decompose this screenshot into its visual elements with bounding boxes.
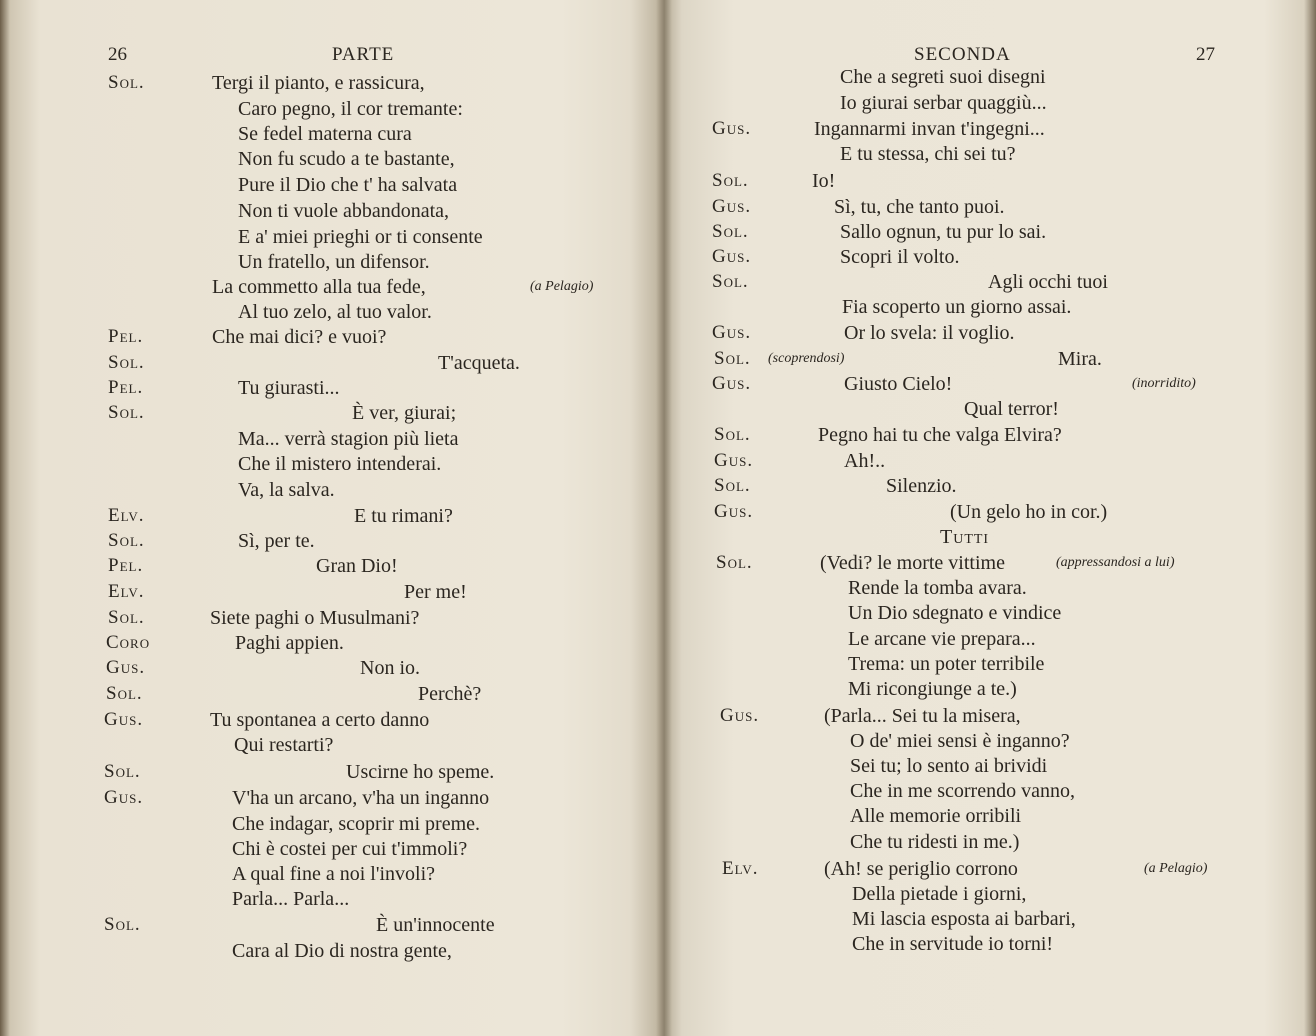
verse-text: E tu stessa, chi sei tu?: [840, 143, 1016, 165]
verse-text: Chi è costei per cui t'immoli?: [232, 838, 468, 860]
speaker-label: Sol.: [104, 914, 141, 935]
verse-line: [0, 198, 664, 224]
verse-line: [664, 244, 1316, 270]
verse-text: Trema: un poter terribile: [848, 653, 1045, 675]
verse-text: Che tu ridesti in me.): [850, 831, 1020, 853]
verse-text: Della pietade i giorni,: [852, 883, 1027, 905]
speaker-label: Gus.: [106, 657, 146, 678]
verse-line: [0, 811, 664, 837]
verse-text: Io!: [812, 170, 836, 192]
verse-line: [0, 681, 664, 707]
verse-line: [664, 524, 1316, 550]
verse-text: Non fu scudo a te bastante,: [238, 148, 455, 170]
verse-line: [664, 294, 1316, 320]
verse-line: [664, 422, 1316, 448]
speaker-label: Sol.: [108, 352, 145, 373]
verse-text: Al tuo zelo, al tuo valor.: [238, 301, 432, 323]
speaker-label: Pel.: [108, 377, 144, 398]
verse-line: [664, 906, 1316, 932]
verse-text: (Vedi? le morte vittime: [820, 552, 1005, 574]
verse-text: Mi lascia esposta ai barbari,: [852, 908, 1076, 930]
verse-line: [664, 141, 1316, 167]
speaker-label: Sol.: [712, 221, 749, 242]
verse-line: [0, 96, 664, 122]
verse-text: Silenzio.: [886, 475, 957, 497]
verse-text: Paghi appien.: [235, 632, 344, 654]
stage-direction: (inorridito): [1132, 376, 1196, 391]
speaker-label: Sol.: [716, 552, 753, 573]
verse-text: Giusto Cielo!: [844, 373, 953, 395]
verse-text: Siete paghi o Musulmani?: [210, 607, 420, 629]
verse-text: Sì, per te.: [238, 530, 315, 552]
verse-text: Che indagar, scoprir mi preme.: [232, 813, 481, 835]
verse-text: È un'innocente: [376, 914, 495, 936]
verse-line: [664, 803, 1316, 829]
verse-text: Mira.: [1058, 348, 1102, 370]
verse-line: [0, 299, 664, 325]
verse-line: [0, 579, 664, 605]
verse-line: [664, 396, 1316, 422]
speaker-label: Sol.: [712, 170, 749, 191]
verse-line: [0, 732, 664, 758]
verse-text: Io giurai serbar quaggiù...: [840, 92, 1047, 114]
verse-line: [0, 426, 664, 452]
verse-text: Tergi il pianto, e rassicura,: [212, 72, 425, 94]
speaker-label: Sol.: [108, 530, 145, 551]
verse-text: Che a segreti suoi disegni: [840, 66, 1046, 88]
verse-text: Perchè?: [418, 683, 482, 705]
verse-text: Ingannarmi invan t'ingegni...: [814, 118, 1045, 140]
verse-text: Un Dio sdegnato e vindice: [848, 602, 1062, 624]
speaker-label: Gus.: [714, 501, 754, 522]
verse-line: [0, 70, 664, 96]
verse-line: [0, 655, 664, 681]
speaker-label: Sol.: [108, 607, 145, 628]
verse-line: [664, 116, 1316, 142]
verse-line: [664, 575, 1316, 601]
verse-text: Scopri il volto.: [840, 246, 960, 268]
verse-line: [664, 90, 1316, 116]
verse-text: Tu giurasti...: [238, 377, 340, 399]
verse-text: Pegno hai tu che valga Elvira?: [818, 424, 1062, 446]
verse-line: [664, 626, 1316, 652]
speaker-label: Sol.: [108, 72, 145, 93]
verse-line: [664, 856, 1316, 882]
verse-text: O de' miei sensi è inganno?: [850, 730, 1070, 752]
verse-text: T'acqueta.: [438, 352, 520, 374]
verse-line: [0, 553, 664, 579]
verse-text: A qual fine a noi l'involi?: [232, 863, 436, 885]
verse-line: [0, 274, 664, 300]
speaker-label: Gus.: [714, 450, 754, 471]
verse-text: Un fratello, un difensor.: [238, 251, 430, 273]
verse-line: [0, 785, 664, 811]
running-header: PARTE: [332, 44, 395, 65]
verse-line: [0, 912, 664, 938]
verse-text: (Un gelo ho in cor.): [950, 501, 1108, 523]
verse-text: Non ti vuole abbandonata,: [238, 200, 450, 222]
page-number: 26: [108, 44, 127, 65]
verse-text: Tu spontanea a certo danno: [210, 709, 430, 731]
verse-line: [664, 881, 1316, 907]
verse-text: Le arcane vie prepara...: [848, 628, 1036, 650]
book-gutter: [656, 0, 672, 1036]
verse-text: (Ah! se periglio corrono: [824, 858, 1018, 880]
verse-line: [0, 224, 664, 250]
stage-direction: (a Pelagio): [530, 279, 594, 294]
verse-line: [0, 528, 664, 554]
verse-text: La commetto alla tua fede,: [212, 276, 426, 298]
speaker-label: Gus.: [104, 787, 144, 808]
speaker-label: Gus.: [712, 373, 752, 394]
verse-text: Sallo ognun, tu pur lo sai.: [840, 221, 1047, 243]
verse-text: Se fedel materna cura: [238, 123, 412, 145]
verse-text: Parla... Parla...: [232, 888, 350, 910]
verse-line: [0, 400, 664, 426]
verse-line: [664, 194, 1316, 220]
speaker-label: Pel.: [108, 555, 144, 576]
verse-text: (Parla... Sei tu la misera,: [824, 705, 1021, 727]
verse-line: [664, 651, 1316, 677]
verse-text: V'ha un arcano, v'ha un inganno: [232, 787, 490, 809]
verse-line: [0, 759, 664, 785]
verse-text: Alle memorie orribili: [850, 805, 1022, 827]
verse-text: Agli occhi tuoi: [988, 271, 1108, 293]
verse-line: [0, 121, 664, 147]
verse-line: [664, 320, 1316, 346]
verse-line: [0, 938, 664, 964]
speaker-label: Sol.: [712, 271, 749, 292]
verse-text: Qual terror!: [964, 398, 1059, 420]
verse-text: E tu rimani?: [354, 505, 453, 527]
verse-line: [664, 371, 1316, 397]
verse-line: [664, 473, 1316, 499]
speaker-label: Gus.: [712, 322, 752, 343]
verse-text: Gran Dio!: [316, 555, 398, 577]
verse-line: [664, 703, 1316, 729]
verse-line: [664, 219, 1316, 245]
speaker-label: Pel.: [108, 326, 144, 347]
verse-line: [664, 346, 1316, 372]
speaker-label: Sol.: [108, 402, 145, 423]
stage-direction: (a Pelagio): [1144, 861, 1208, 876]
speaker-label: Sol.: [714, 424, 751, 445]
verse-text: Che in servitude io torni!: [852, 933, 1054, 955]
verse-line: [0, 886, 664, 912]
verse-line: [0, 172, 664, 198]
verse-text: Pure il Dio che t' ha salvata: [238, 174, 458, 196]
verse-text: Sì, tu, che tanto puoi.: [834, 196, 1005, 218]
verse-text: Sei tu; lo sento ai brividi: [850, 755, 1048, 777]
verse-line: [0, 350, 664, 376]
verse-text: Cara al Dio di nostra gente,: [232, 940, 452, 962]
verse-line: [0, 707, 664, 733]
verse-text: Fia scoperto un giorno assai.: [842, 296, 1072, 318]
running-header: SECONDA: [914, 44, 1011, 65]
verse-line: [0, 477, 664, 503]
verse-line: [0, 861, 664, 887]
page-number: 27: [1196, 44, 1215, 65]
verse-text: Uscirne ho speme.: [346, 761, 495, 783]
verse-line: [0, 630, 664, 656]
verse-text: Va, la salva.: [238, 479, 335, 501]
stage-direction: (appressandosi a lui): [1056, 555, 1175, 570]
verse-line: [664, 829, 1316, 855]
speaker-label: Sol.: [104, 761, 141, 782]
verse-line: [0, 249, 664, 275]
verse-line: [664, 778, 1316, 804]
verse-text: Or lo svela: il voglio.: [844, 322, 1015, 344]
verse-line: [664, 931, 1316, 957]
speaker-label: Elv.: [722, 858, 759, 879]
speaker-label: Gus.: [104, 709, 144, 730]
speaker-label: Coro: [106, 632, 151, 653]
verse-line: [664, 550, 1316, 576]
speaker-label: Sol.: [106, 683, 143, 704]
verse-text: Per me!: [404, 581, 467, 603]
speaker-label: Gus.: [720, 705, 760, 726]
verse-text: Rende la tomba avara.: [848, 577, 1027, 599]
verse-line: [0, 836, 664, 862]
verse-text: Non io.: [360, 657, 420, 679]
verse-line: [664, 499, 1316, 525]
verse-line: [664, 728, 1316, 754]
verse-text: E a' miei prieghi or ti consente: [238, 226, 483, 248]
verse-line: [0, 375, 664, 401]
speaker-label: Sol.: [714, 348, 751, 369]
speaker-label: Sol.: [714, 475, 751, 496]
verse-line: [0, 324, 664, 350]
verse-line: [0, 146, 664, 172]
verse-text: Ma... verrà stagion più lieta: [238, 428, 459, 450]
speaker-label: Elv.: [108, 505, 145, 526]
verse-line: [664, 64, 1316, 90]
section-heading: Tutti: [940, 526, 990, 548]
verse-line: [664, 753, 1316, 779]
speaker-label: Elv.: [108, 581, 145, 602]
verse-text: Che il mistero intenderai.: [238, 453, 442, 475]
verse-text: Che mai dici? e vuoi?: [212, 326, 387, 348]
verse-line: [664, 168, 1316, 194]
verse-line: [0, 605, 664, 631]
verse-text: Ah!..: [844, 450, 886, 472]
verse-line: [664, 448, 1316, 474]
verse-line: [0, 451, 664, 477]
speaker-label: Gus.: [712, 246, 752, 267]
verse-text: Qui restarti?: [234, 734, 334, 756]
speaker-label: Gus.: [712, 118, 752, 139]
verse-line: [664, 600, 1316, 626]
verse-line: [0, 503, 664, 529]
right-page: [664, 0, 1316, 1036]
verse-text: Mi ricongiunge a te.): [848, 678, 1017, 700]
speaker-label: Gus.: [712, 196, 752, 217]
verse-text: Che in me scorrendo vanno,: [850, 780, 1075, 802]
verse-text: È ver, giurai;: [352, 402, 457, 424]
verse-line: [664, 676, 1316, 702]
verse-line: [664, 269, 1316, 295]
verse-text: Caro pegno, il cor tremante:: [238, 98, 463, 120]
stage-direction: (scoprendosi): [768, 351, 845, 366]
